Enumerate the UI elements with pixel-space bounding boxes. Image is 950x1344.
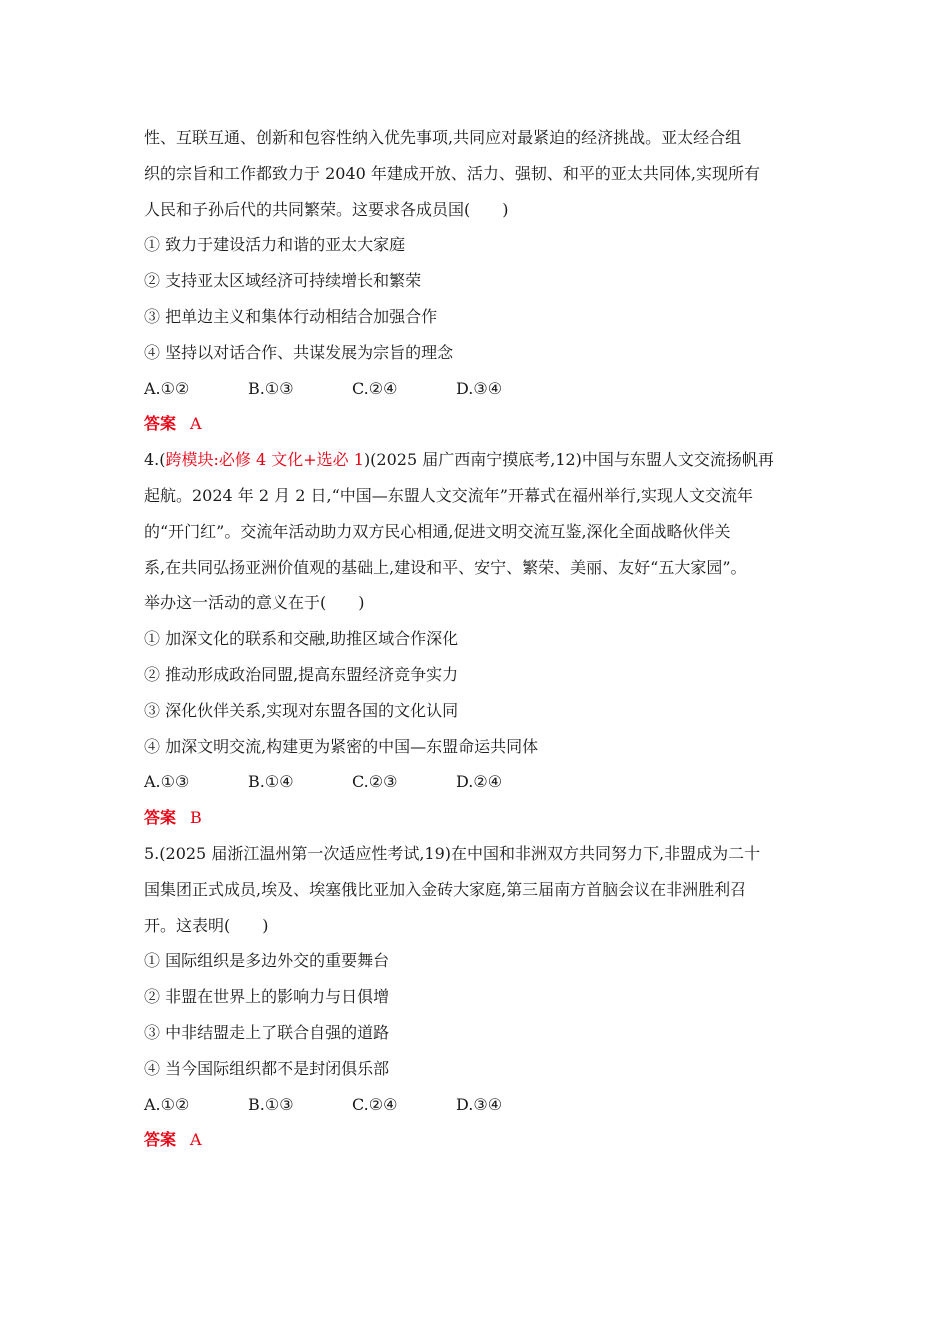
question-4-stem-line: 的“开门红”。交流年活动助力双方民心相通,促进文明交流互鉴,深化全面战略伙伴关 [144, 521, 731, 541]
option-c: C.②④ [352, 378, 398, 398]
question-5-item: ④ 当今国际组织都不是封闭俱乐部 [144, 1058, 390, 1078]
option-b: B.①③ [248, 1094, 294, 1114]
question-4-options [144, 764, 814, 800]
question-3-stem-line: 人民和子孙后代的共同繁荣。这要求各成员国( ) [144, 199, 509, 219]
option-a: A.①② [144, 1094, 190, 1114]
question-content [144, 120, 814, 1158]
question-number: 4.( [144, 450, 166, 470]
question-3 [144, 120, 814, 442]
answer-value: B [190, 808, 202, 828]
option-d: D.③④ [456, 1094, 503, 1114]
answer-label: 答案 [144, 808, 177, 828]
question-3-item: ② 支持亚太区域经济可持续增长和繁荣 [144, 271, 422, 291]
question-4-item: ③ 深化伙伴关系,实现对东盟各国的文化认同 [144, 700, 459, 720]
question-number: 5. [144, 843, 160, 863]
question-4-first-line [144, 442, 814, 478]
module-tag: 跨模块:必修 4 文化+选必 1 [165, 450, 364, 470]
question-3-item: ③ 把单边主义和集体行动相结合加强合作 [144, 306, 438, 326]
question-4-item: ④ 加深文明交流,构建更为紧密的中国—东盟命运共同体 [144, 736, 539, 756]
question-4-stem-line: 举办这一活动的意义在于( ) [144, 593, 365, 613]
question-source: )(2025 届广西南宁摸底考,12) [363, 450, 582, 470]
question-5 [144, 836, 814, 1158]
question-5-stem-line: 国集团正式成员,埃及、埃塞俄比亚加入金砖大家庭,第三届南方首脑会议在非洲胜利召 [144, 879, 747, 899]
question-4-stem-line: 系,在共同弘扬亚洲价值观的基础上,建设和平、安宁、繁荣、美丽、友好“五大家园”。 [144, 557, 747, 577]
option-a: A.①② [144, 378, 190, 398]
question-source: (2025 届浙江温州第一次适应性考试,19) [159, 843, 452, 863]
option-b: B.①③ [248, 378, 294, 398]
question-5-stem-start: 在中国和非洲双方共同努力下,非盟成为二十 [451, 843, 761, 863]
option-d: D.②④ [456, 772, 503, 792]
option-c: C.②④ [352, 1094, 398, 1114]
question-4-answer [144, 800, 814, 836]
question-5-item: ③ 中非结盟走上了联合自强的道路 [144, 1022, 390, 1042]
answer-value: A [190, 1130, 202, 1150]
question-3-stem-line: 性、互联互通、创新和包容性纳入优先事项,共同应对最紧迫的经济挑战。亚太经合组 [144, 128, 742, 147]
answer-label: 答案 [144, 1130, 177, 1150]
option-a: A.①③ [144, 772, 190, 792]
answer-value: A [190, 414, 202, 434]
question-3-item: ④ 坚持以对话合作、共谋发展为宗旨的理念 [144, 342, 454, 362]
question-5-answer [144, 1122, 814, 1158]
option-c: C.②③ [352, 772, 398, 792]
question-5-options [144, 1087, 814, 1123]
question-4-item: ② 推动形成政治同盟,提高东盟经济竞争实力 [144, 664, 459, 684]
question-3-answer [144, 406, 814, 442]
question-5-stem-line: 开。这表明( ) [144, 915, 269, 935]
answer-label: 答案 [144, 414, 177, 434]
question-4 [144, 442, 814, 836]
question-5-first-line [144, 836, 814, 872]
question-3-options [144, 371, 814, 407]
option-d: D.③④ [456, 378, 503, 398]
question-5-item: ① 国际组织是多边外交的重要舞台 [144, 951, 390, 971]
question-3-stem-line: 织的宗旨和工作都致力于 2040 年建成开放、活力、强韧、和平的亚太共同体,实现所有 [144, 163, 760, 183]
question-4-stem-start: 中国与东盟人文交流扬帆再 [581, 450, 774, 470]
question-4-item: ① 加深文化的联系和交融,助推区域合作深化 [144, 629, 459, 649]
question-3-item: ① 致力于建设活力和谐的亚太大家庭 [144, 235, 406, 255]
option-b: B.①④ [248, 772, 294, 792]
question-4-stem-line: 起航。2024 年 2 月 2 日,“中国—东盟人文交流年”开幕式在福州举行,实现人文交流年 [144, 485, 754, 505]
question-5-item: ② 非盟在世界上的影响力与日俱增 [144, 987, 390, 1007]
